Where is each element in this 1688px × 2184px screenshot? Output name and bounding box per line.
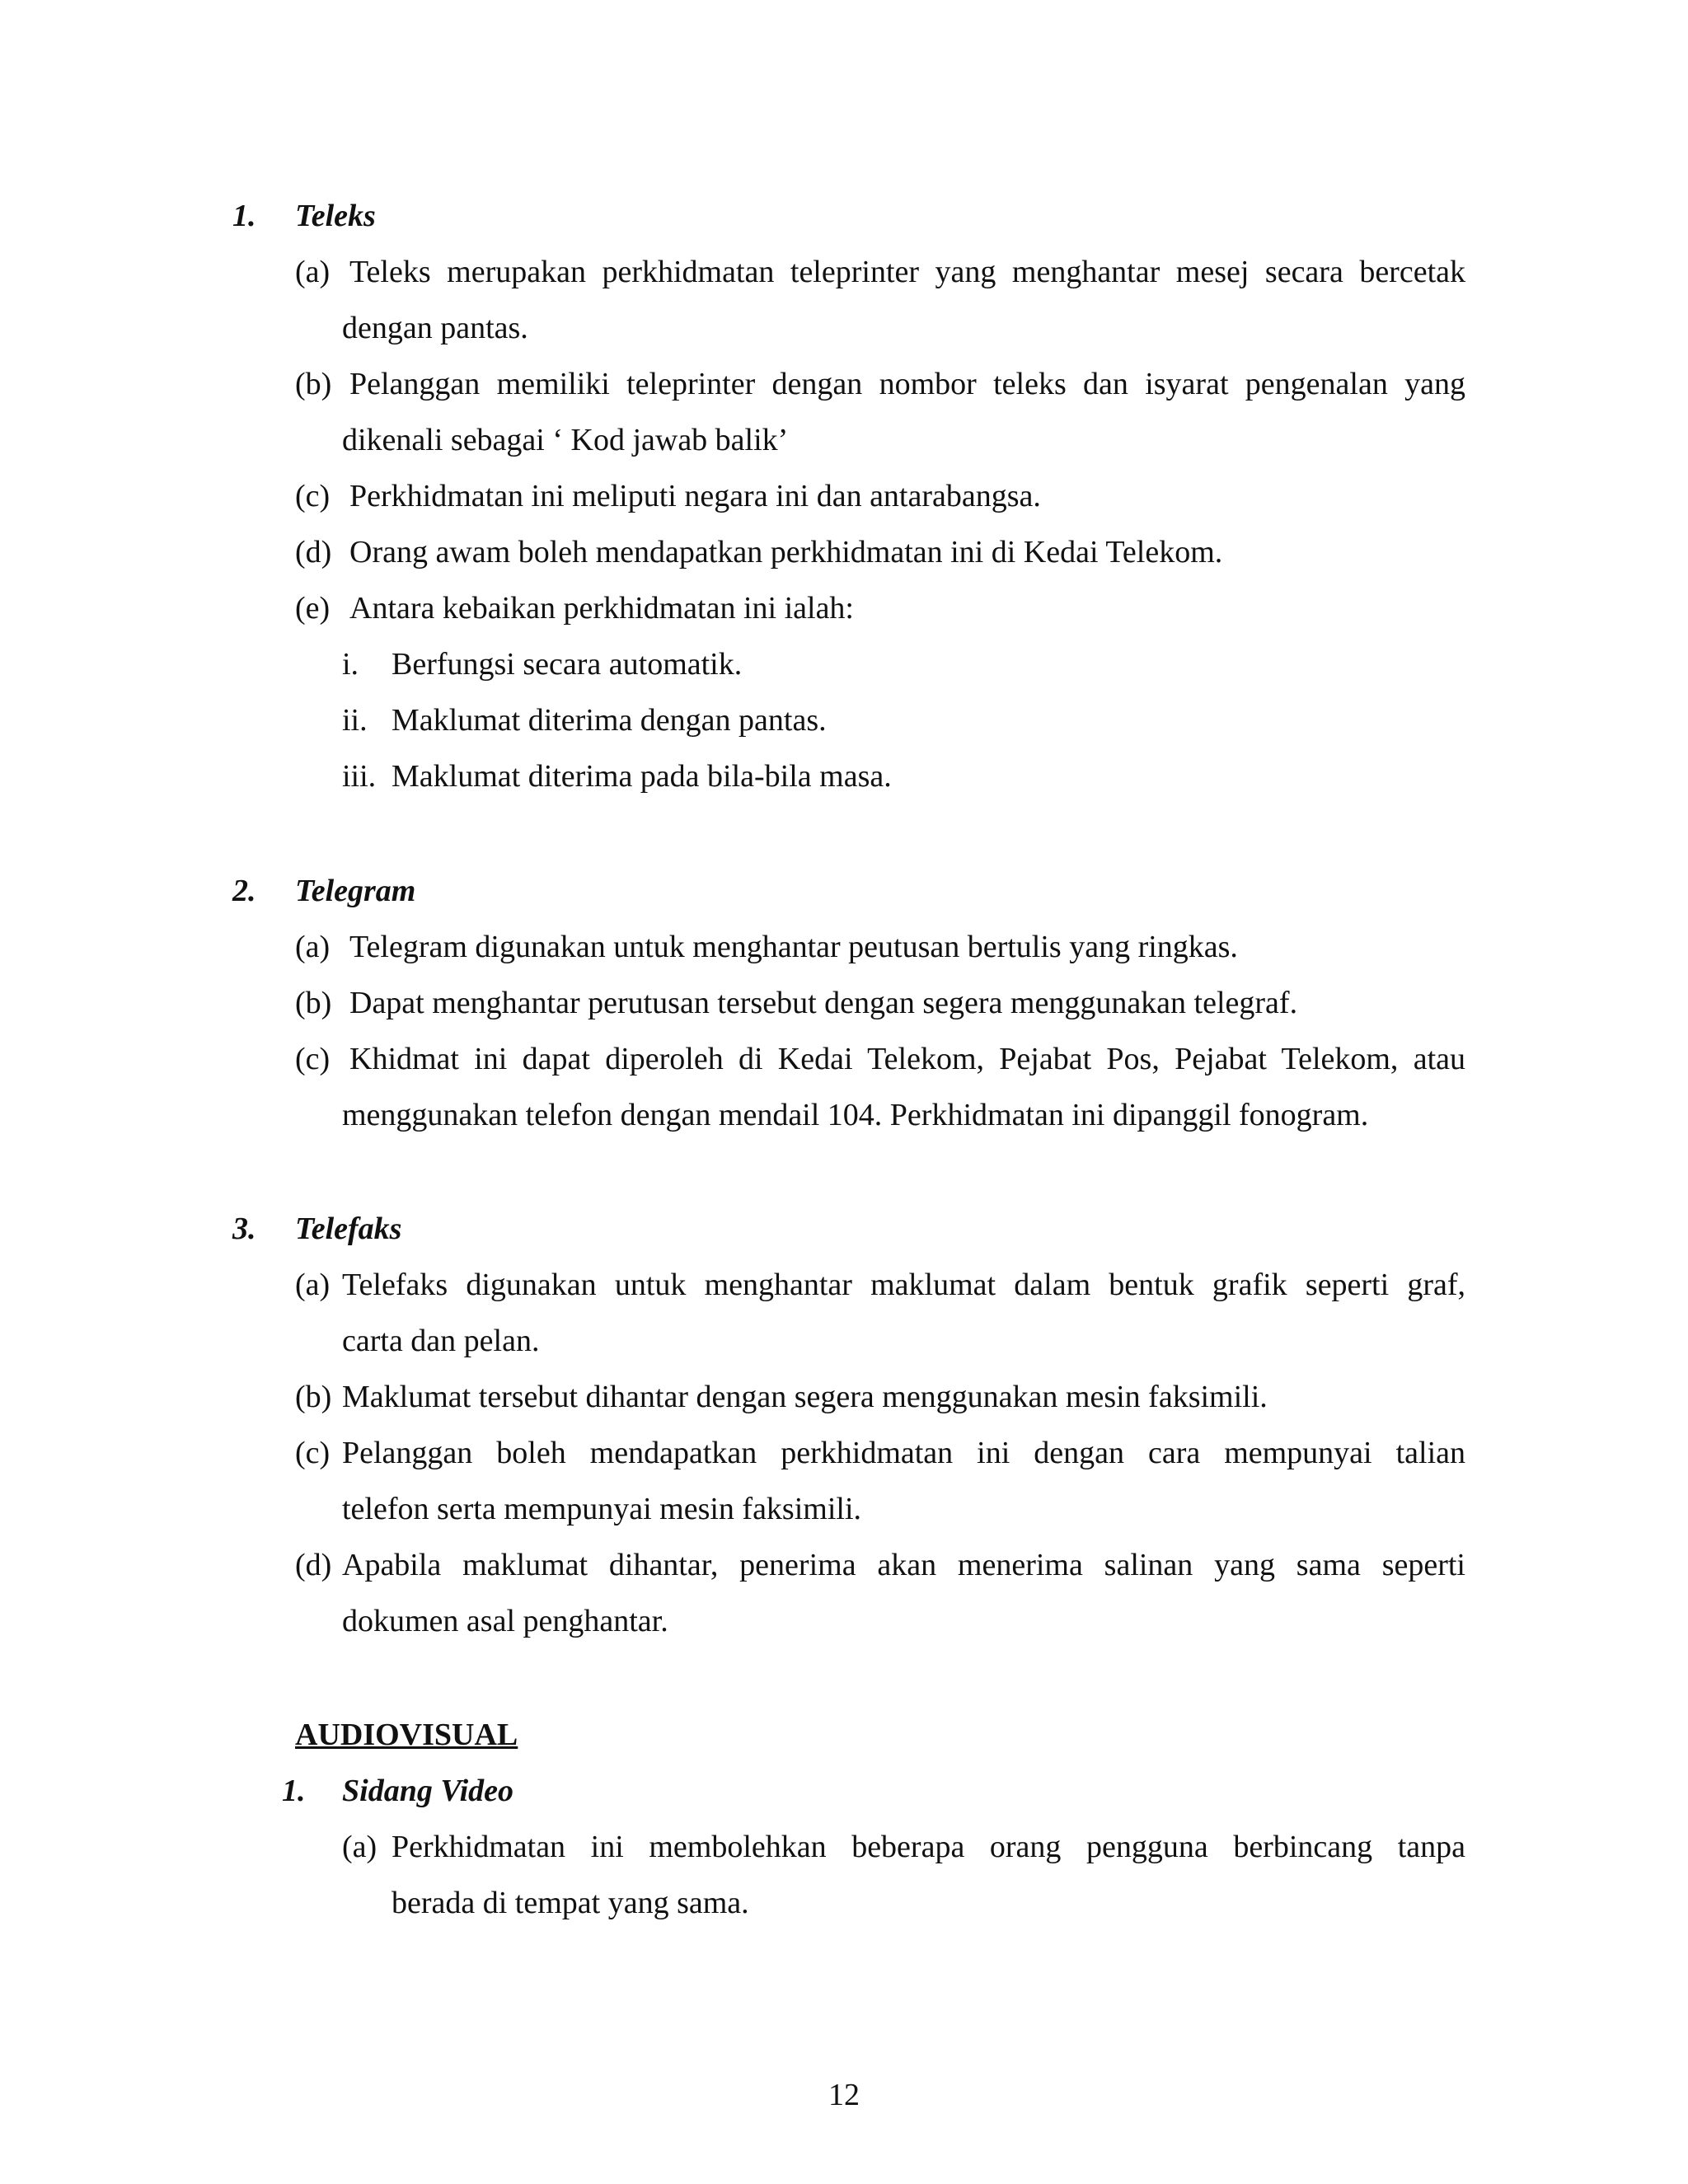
- item-text-continued: menggunakan telefon dengan mendail 104. Perkhidmatan ini dipanggil fonogram.: [342, 1098, 1369, 1132]
- subitem-text: Maklumat diterima dengan pantas.: [392, 703, 827, 738]
- item-label: (d): [295, 535, 332, 569]
- item-label: (d): [295, 1548, 332, 1582]
- item-label: (b): [295, 367, 332, 401]
- item-text: Apabila maklumat dihantar, penerima akan menerima salinan yang sama seperti: [342, 1548, 1465, 1582]
- section-number: 3.: [232, 1212, 256, 1246]
- item-label: (b): [295, 986, 332, 1020]
- item-label: (c): [295, 1436, 331, 1470]
- item-text-continued: carta dan pelan.: [342, 1324, 540, 1358]
- item-text: Orang awam boleh mendapatkan perkhidmatan ini di Kedai Telekom.: [349, 535, 1223, 569]
- item-text: Pelanggan memiliki teleprinter dengan nombor teleks dan isyarat pengenalan yang: [349, 367, 1465, 401]
- item-label: (c): [295, 1042, 331, 1076]
- item-text: Perkhidmatan ini membolehkan beberapa orang pengguna berbincang tanpa: [392, 1830, 1465, 1864]
- section-number: 1.: [232, 199, 256, 233]
- item-label: (a): [342, 1830, 377, 1864]
- item-text: Khidmat ini dapat diperoleh di Kedai Telekom, Pejabat Pos, Pejabat Telekom, atau: [349, 1042, 1465, 1076]
- item-text: Dapat menghantar perutusan tersebut dengan segera menggunakan telegraf.: [349, 986, 1298, 1020]
- section-number: 1.: [282, 1774, 306, 1808]
- item-label: (a): [295, 1268, 331, 1302]
- item-label: (a): [295, 930, 331, 964]
- item-text: Telefaks digunakan untuk menghantar maklumat dalam bentuk grafik seperti graf,: [342, 1268, 1465, 1302]
- subitem-label: ii.: [342, 703, 368, 738]
- item-text-continued: telefon serta mempunyai mesin faksimili.: [342, 1492, 862, 1526]
- item-text-continued: dokumen asal penghantar.: [342, 1604, 668, 1638]
- item-text: Telegram digunakan untuk menghantar peutusan bertulis yang ringkas.: [349, 930, 1238, 964]
- item-text: Perkhidmatan ini meliputi negara ini dan antarabangsa.: [349, 479, 1041, 513]
- page-number: 12: [828, 2078, 860, 2112]
- section-number: 2.: [232, 874, 256, 908]
- item-text: Antara kebaikan perkhidmatan ini ialah:: [349, 591, 854, 626]
- item-text: Maklumat tersebut dihantar dengan segera menggunakan mesin faksimili.: [342, 1380, 1268, 1414]
- section-title: Sidang Video: [342, 1774, 513, 1808]
- item-label: (e): [295, 591, 331, 626]
- subitem-label: iii.: [342, 759, 377, 794]
- item-text: Teleks merupakan perkhidmatan teleprinter yang menghantar mesej secara bercetak: [349, 255, 1465, 289]
- item-text-continued: berada di tempat yang sama.: [392, 1886, 749, 1920]
- subitem-text: Berfungsi secara automatik.: [392, 647, 743, 682]
- item-label: (a): [295, 255, 331, 289]
- section-title: Teleks: [295, 199, 376, 233]
- subitem-text: Maklumat diterima pada bila-bila masa.: [392, 759, 892, 794]
- section-title: Telegram: [295, 874, 416, 908]
- section-heading: AUDIOVISUAL: [295, 1718, 518, 1752]
- item-text-continued: dengan pantas.: [342, 311, 528, 345]
- item-label: (c): [295, 479, 331, 513]
- item-text: Pelanggan boleh mendapatkan perkhidmatan ini dengan cara mempunyai talian: [342, 1436, 1465, 1470]
- item-text-continued: dikenali sebagai ‘ Kod jawab balik’: [342, 423, 789, 457]
- subitem-label: i.: [342, 647, 359, 682]
- item-label: (b): [295, 1380, 332, 1414]
- section-title: Telefaks: [295, 1212, 402, 1246]
